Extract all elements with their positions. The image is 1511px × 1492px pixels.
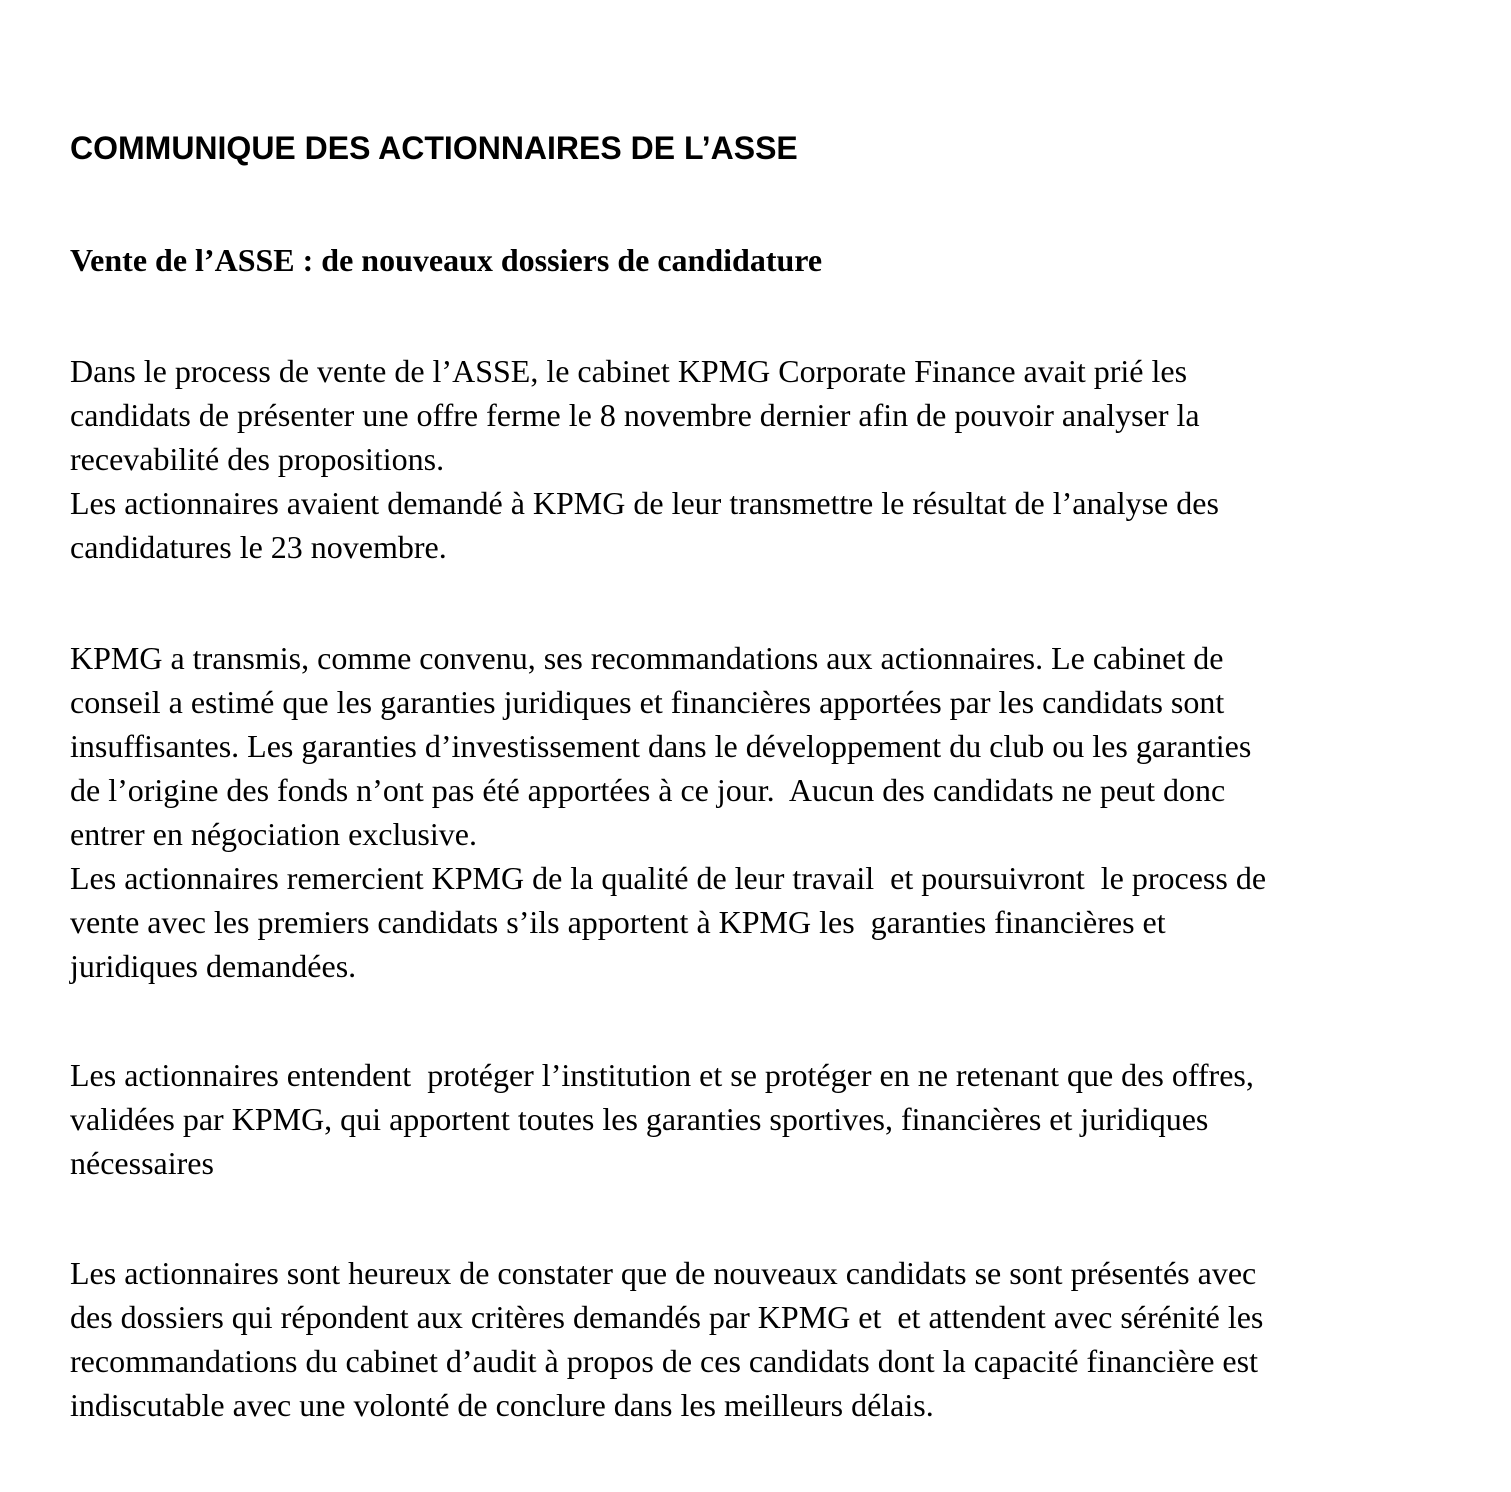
paragraph-line: indiscutable avec une volonté de conclure dans les meilleurs délais.: [70, 1387, 934, 1423]
paragraph-line: Dans le process de vente de l’ASSE, le cabinet KPMG Corporate Finance avait prié les: [70, 353, 1188, 389]
paragraph-line: entrer en négociation exclusive.: [70, 816, 477, 852]
paragraph-line: validées par KPMG, qui apportent toutes les garanties sportives, financières et juridiques: [70, 1101, 1209, 1137]
paragraph-line: des dossiers qui répondent aux critères demandés par KPMG et et attendent avec sérénité les: [70, 1299, 1264, 1335]
paragraph-line: Les actionnaires remercient KPMG de la qualité de leur travail et poursuivront le process de: [70, 860, 1267, 896]
paragraph-line: recevabilité des propositions.: [70, 441, 445, 477]
paragraph-line: recommandations du cabinet d’audit à propos de ces candidats dont la capacité financière est: [70, 1343, 1258, 1379]
paragraph-line: Les actionnaires sont heureux de constater que de nouveaux candidats se sont présentés avec: [70, 1255, 1257, 1291]
paragraph-line: conseil a estimé que les garanties juridiques et financières apportées par les candidats sont: [70, 684, 1225, 720]
paragraph-4: [70, 1251, 1263, 1427]
paragraph-line: insuffisantes. Les garanties d’investissement dans le développement du club ou les garanties: [70, 728, 1252, 764]
paragraph-line: juridiques demandées.: [70, 948, 357, 984]
paragraph-line: nécessaires: [70, 1145, 214, 1181]
paragraph-line: Les actionnaires entendent protéger l’institution et se protéger en ne retenant que des offres,: [70, 1057, 1254, 1093]
paragraph-line: KPMG a transmis, comme convenu, ses recommandations aux actionnaires. Le cabinet de: [70, 640, 1224, 676]
paragraph-line: Les actionnaires avaient demandé à KPMG de leur transmettre le résultat de l’analyse des: [70, 485, 1219, 521]
document-title: COMMUNIQUE DES ACTIONNAIRES DE L’ASSE: [70, 130, 798, 166]
paragraph-1: [70, 349, 1219, 569]
paragraph-line: candidats de présenter une offre ferme le 8 novembre dernier afin de pouvoir analyser la: [70, 397, 1200, 433]
document-subtitle: Vente de l’ASSE : de nouveaux dossiers de candidature: [70, 242, 823, 278]
paragraph-3: [70, 1053, 1254, 1185]
paragraph-line: candidatures le 23 novembre.: [70, 529, 447, 565]
paragraph-line: de l’origine des fonds n’ont pas été apportées à ce jour. Aucun des candidats ne peut donc: [70, 772, 1226, 808]
paragraph-2: [70, 636, 1266, 988]
paragraph-line: vente avec les premiers candidats s’ils apportent à KPMG les garanties financières et: [70, 904, 1166, 940]
